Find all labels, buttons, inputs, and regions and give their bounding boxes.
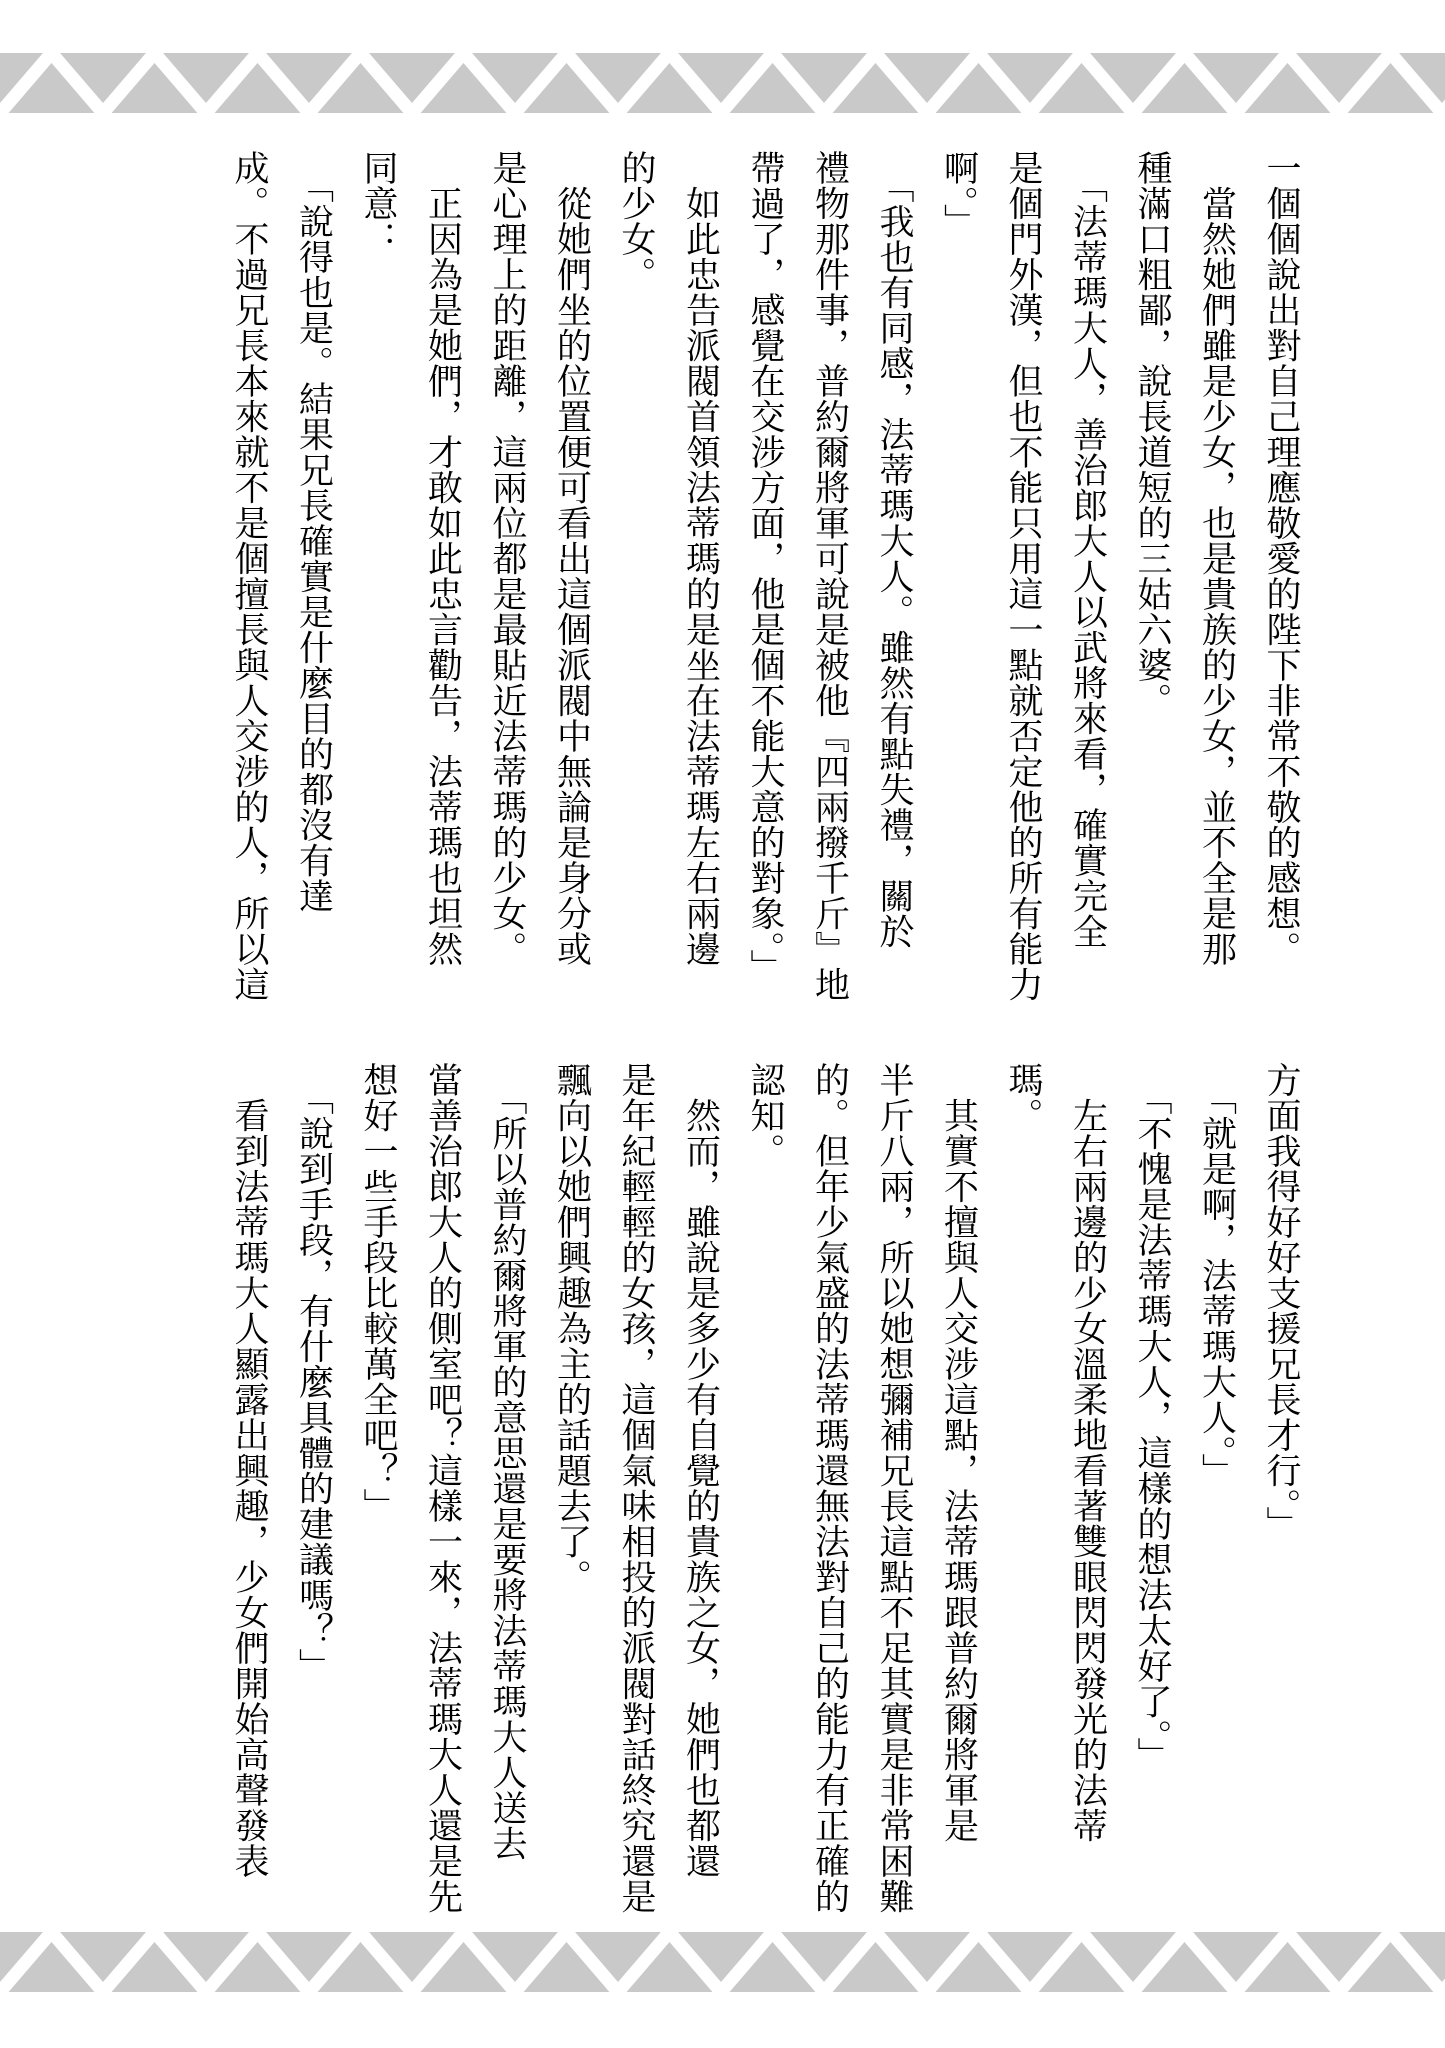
text-column: 「說到手段，有什麼具體的建議嗎？」 [293, 1062, 334, 1684]
text-column: 正因為是她們，才敢如此忠言勸告，法蒂瑪也坦然 [422, 150, 463, 967]
text-column: 成。不過兄長本來就不是個擅長與人交涉的人，所以這 [229, 150, 269, 1002]
triangle-pattern-icon [0, 53, 1445, 113]
text-column: 然而，雖說是多少有自覺的貴族之女，她們也都還 [680, 1062, 721, 1879]
text-column: 左右兩邊的少女溫柔地看著雙眼閃閃發光的法蒂 [1067, 1062, 1108, 1843]
text-column: 看到法蒂瑪大人顯露出興趣，少女們開始高聲發表 [229, 1062, 269, 1879]
text-column: 「我也有同感，法蒂瑪大人。雖然有點失禮，關於 [874, 150, 914, 949]
text-column: 其實不擅與人交涉這點，法蒂瑪跟普約爾將軍是 [938, 1062, 979, 1843]
text-column: 「就是啊，法蒂瑪大人。」 [1196, 1062, 1237, 1489]
text-column: 想好一些手段比較萬全吧？」 [358, 1062, 398, 1524]
text-column: 方面我得好好支援兄長才行。」 [1261, 1062, 1301, 1542]
top-triangle-border [0, 53, 1445, 113]
text-column: 「說得也是。結果兄長確實是什麼目的都沒有達 [293, 150, 334, 914]
bottom-triangle-border [0, 1932, 1445, 1992]
text-column: 瑪。 [1003, 1062, 1043, 1133]
text-column: 啊。」 [938, 150, 979, 239]
text-column: 「法蒂瑪大人，善治郎大人以武將來看，確實完全 [1067, 150, 1108, 949]
text-column: 半斤八兩，所以她想彌補兄長這點不足其實是非常困難 [874, 1062, 914, 1914]
triangle-pattern-icon [0, 1932, 1445, 1992]
text-column: 帶過了，感覺在交涉方面，他是個不能大意的對象。」 [745, 150, 785, 985]
text-column: 當善治郎大人的側室吧？這樣一來，法蒂瑪大人還是先 [422, 1062, 463, 1914]
text-column: 當然她們雖是少女，也是貴族的少女，並不全是那 [1196, 150, 1237, 967]
text-column: 種滿口粗鄙，說長道短的三姑六婆。 [1132, 150, 1172, 718]
text-column: 如此忠告派閥首領法蒂瑪的是坐在法蒂瑪左右兩邊 [680, 150, 721, 967]
text-column: 一個個說出對自己理應敬愛的陛下非常不敬的感想。 [1261, 150, 1301, 967]
text-column: 同意： [358, 150, 398, 257]
text-column: 「不愧是法蒂瑪大人，這樣的想法太好了。」 [1132, 1062, 1172, 1773]
text-column: 認知。 [745, 1062, 785, 1169]
text-column: 「所以普約爾將軍的意思還是要將法蒂瑪大人送去 [487, 1062, 527, 1861]
text-column: 的少女。 [616, 150, 656, 292]
upper-text-block [217, 150, 1314, 1000]
text-column: 是個門外漢，但也不能只用這一點就否定他的所有能力 [1003, 150, 1043, 1002]
text-column: 飄向以她們興趣為主的話題去了。 [551, 1062, 592, 1595]
text-column: 是年紀輕輕的女孩，這個氣味相投的派閥對話終究還是 [616, 1062, 656, 1914]
lower-text-block [217, 1062, 1314, 1912]
text-column: 是心理上的距離，這兩位都是最貼近法蒂瑪的少女。 [487, 150, 527, 967]
text-column: 的。但年少氣盛的法蒂瑪還無法對自己的能力有正確的 [809, 1062, 850, 1914]
text-column: 禮物那件事，普約爾將軍可說是被他『四兩撥千斤』地 [809, 150, 850, 1002]
text-column: 從她們坐的位置便可看出這個派閥中無論是身分或 [551, 150, 592, 967]
